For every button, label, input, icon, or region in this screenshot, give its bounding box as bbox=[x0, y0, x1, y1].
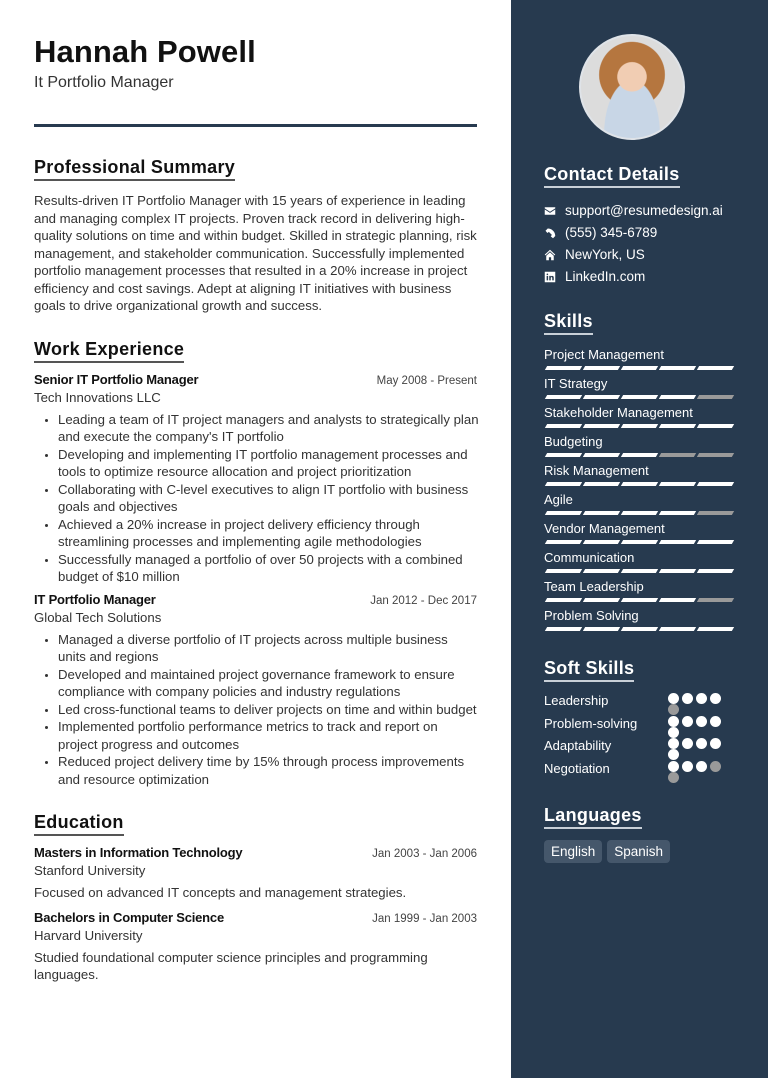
skill-level-segment bbox=[545, 453, 582, 457]
skill-level-segment bbox=[659, 511, 696, 515]
skill-level-bar bbox=[546, 540, 735, 544]
skill-level-segment bbox=[583, 627, 620, 631]
bullet-item: • Collaborating with C-level executives to align IT portfolio with business goals and objectives bbox=[58, 481, 479, 516]
skill-level-segment bbox=[659, 540, 696, 544]
skill-level-segment bbox=[659, 366, 696, 370]
contact-text: (555) 345-6789 bbox=[565, 225, 658, 240]
soft-skill-rating bbox=[668, 761, 722, 772]
skill-level-segment bbox=[583, 569, 620, 573]
skill-level-segment bbox=[697, 540, 734, 544]
skill-level-segment bbox=[697, 424, 734, 428]
skill-item bbox=[544, 370, 735, 399]
skill-level-segment bbox=[583, 424, 620, 428]
soft-skill-rating bbox=[668, 738, 722, 749]
skill-level-segment bbox=[583, 366, 620, 370]
skill-level-bar bbox=[546, 627, 735, 631]
skill-level-segment bbox=[621, 366, 658, 370]
rating-dot-icon bbox=[668, 761, 679, 772]
work-section bbox=[34, 338, 477, 789]
skill-level-bar bbox=[546, 453, 735, 457]
skill-level-segment bbox=[697, 569, 734, 573]
rating-dot-icon bbox=[696, 761, 707, 772]
header-divider bbox=[34, 124, 477, 127]
language-tag: Spanish bbox=[607, 840, 670, 863]
education-date: Jan 1999 - Jan 2003 bbox=[372, 912, 477, 925]
rating-dot-icon bbox=[668, 693, 679, 704]
contact-section bbox=[544, 163, 735, 288]
rating-dot-icon bbox=[710, 738, 721, 749]
skill-level-segment bbox=[545, 540, 582, 544]
soft-skill-name: Adaptability bbox=[544, 738, 612, 753]
education-date: Jan 2003 - Jan 2006 bbox=[372, 848, 477, 860]
skill-name: Team Leadership bbox=[544, 579, 644, 594]
skill-level-segment bbox=[545, 627, 582, 631]
phone-icon bbox=[544, 227, 565, 239]
skill-item bbox=[544, 341, 735, 370]
skill-level-bar bbox=[546, 511, 735, 515]
soft-skill-name: Negotiation bbox=[544, 760, 610, 776]
soft-skill-item bbox=[544, 716, 735, 739]
skill-level-segment bbox=[659, 395, 696, 399]
section-title-soft-skills: Soft Skills bbox=[544, 657, 634, 682]
skill-name: Agile bbox=[544, 492, 573, 507]
contact-location bbox=[544, 244, 735, 266]
soft-skill-rating bbox=[668, 716, 722, 727]
education-description: Studied foundational computer science principles and programming languages. bbox=[34, 949, 428, 982]
bullet-item: • Successfully managed a portfolio of over 50 projects with a combined budget of $10 million bbox=[58, 551, 479, 586]
language-tag: English bbox=[544, 840, 602, 863]
rating-dot-icon bbox=[668, 704, 679, 715]
job-date: Jan 2012 - Dec 2017 bbox=[370, 594, 477, 607]
rating-dot-icon bbox=[696, 738, 707, 749]
rating-dot-icon bbox=[682, 693, 693, 704]
rating-dot-icon bbox=[696, 716, 707, 727]
skill-level-segment bbox=[621, 598, 658, 602]
skill-level-segment bbox=[621, 424, 658, 428]
linkedin-icon bbox=[544, 271, 565, 283]
summary-section bbox=[34, 156, 477, 315]
skill-level-bar bbox=[546, 482, 735, 486]
skill-level-segment bbox=[545, 569, 582, 573]
section-title-summary: Professional Summary bbox=[34, 156, 235, 181]
education-entry bbox=[34, 910, 477, 984]
skill-level-segment bbox=[545, 424, 582, 428]
skill-item bbox=[544, 544, 735, 573]
job-title: Senior IT Portfolio Manager bbox=[34, 371, 199, 387]
soft-skill-name: Problem-solving bbox=[544, 715, 638, 731]
skill-level-bar bbox=[546, 366, 735, 370]
bullet-item: • Leading a team of IT project managers and analysts to strategically plan and execute the company's IT portfolio bbox=[58, 411, 479, 446]
section-title-education: Education bbox=[34, 811, 124, 836]
skill-item bbox=[544, 486, 735, 515]
contact-email[interactable] bbox=[544, 200, 735, 222]
skill-level-segment bbox=[697, 366, 734, 370]
rating-dot-icon bbox=[668, 772, 679, 783]
education-entry bbox=[34, 845, 477, 902]
skill-name: Vendor Management bbox=[544, 521, 665, 536]
skills-section bbox=[544, 310, 735, 631]
skill-level-segment bbox=[697, 511, 734, 515]
skill-level-segment bbox=[545, 395, 582, 399]
skill-name: Project Management bbox=[544, 347, 664, 362]
job-company: Tech Innovations LLC bbox=[34, 389, 161, 405]
job-company: Global Tech Solutions bbox=[34, 609, 162, 625]
skill-level-segment bbox=[621, 395, 658, 399]
skill-name: Risk Management bbox=[544, 463, 649, 478]
skill-name: Communication bbox=[544, 550, 635, 565]
section-title-skills: Skills bbox=[544, 310, 593, 335]
skill-list bbox=[544, 341, 735, 631]
skill-level-segment bbox=[659, 627, 696, 631]
skill-level-bar bbox=[546, 424, 735, 428]
contact-phone[interactable] bbox=[544, 222, 735, 244]
candidate-name: Hannah Powell bbox=[34, 34, 256, 69]
skill-level-segment bbox=[545, 482, 582, 486]
skill-level-segment bbox=[583, 453, 620, 457]
home-icon bbox=[544, 249, 565, 261]
skill-level-segment bbox=[659, 598, 696, 602]
skill-level-segment bbox=[583, 511, 620, 515]
soft-skills-section bbox=[544, 657, 735, 783]
rating-dot-icon bbox=[696, 693, 707, 704]
skill-level-bar bbox=[546, 598, 735, 602]
contact-linkedin[interactable] bbox=[544, 266, 735, 288]
job-entry bbox=[34, 372, 477, 586]
languages-section bbox=[544, 804, 735, 863]
school-name: Harvard University bbox=[34, 927, 143, 943]
skill-level-bar bbox=[546, 395, 735, 399]
rating-dot-icon bbox=[710, 761, 721, 772]
contact-text: LinkedIn.com bbox=[565, 269, 646, 284]
skill-level-segment bbox=[697, 453, 734, 457]
soft-skill-rating bbox=[668, 693, 722, 704]
skill-level-segment bbox=[697, 627, 734, 631]
soft-skill-item bbox=[544, 693, 735, 716]
job-entry bbox=[34, 592, 477, 789]
skill-level-segment bbox=[621, 453, 658, 457]
skill-item bbox=[544, 457, 735, 486]
skill-level-segment bbox=[621, 540, 658, 544]
skill-name: Problem Solving bbox=[544, 608, 639, 623]
skill-level-segment bbox=[545, 511, 582, 515]
school-name: Stanford University bbox=[34, 863, 146, 878]
contact-text: support@resumedesign.ai bbox=[565, 203, 723, 218]
skill-level-segment bbox=[659, 453, 696, 457]
job-title: IT Portfolio Manager bbox=[34, 591, 156, 607]
rating-dot-icon bbox=[668, 749, 679, 760]
skill-level-segment bbox=[697, 482, 734, 486]
bullet-item: • Led cross-functional teams to deliver projects on time and within budget bbox=[58, 701, 479, 719]
education-description: Focused on advanced IT concepts and management strategies. bbox=[34, 885, 407, 900]
job-date: May 2008 - Present bbox=[376, 374, 477, 387]
degree-title: Masters in Information Technology bbox=[34, 845, 243, 860]
candidate-role: It Portfolio Manager bbox=[34, 74, 174, 91]
skill-level-bar bbox=[546, 569, 735, 573]
bullet-item: • Implemented portfolio performance metrics to track and report on project progress and outcomes bbox=[58, 718, 479, 753]
soft-skill-list bbox=[544, 693, 735, 783]
skill-level-segment bbox=[621, 569, 658, 573]
job-bullets bbox=[34, 631, 479, 789]
skill-level-segment bbox=[583, 395, 620, 399]
skill-level-segment bbox=[659, 424, 696, 428]
skill-level-segment bbox=[583, 482, 620, 486]
skill-level-segment bbox=[659, 569, 696, 573]
soft-skill-item bbox=[544, 738, 735, 761]
skill-name: IT Strategy bbox=[544, 376, 608, 391]
skill-level-segment bbox=[621, 482, 658, 486]
bullet-item: • Reduced project delivery time by 15% through process improvements and resource optimization bbox=[58, 753, 479, 788]
bullet-item: • Developing and implementing IT portfolio management processes and tools to optimize resource allocation and project prioritization bbox=[58, 446, 479, 481]
skill-name: Budgeting bbox=[544, 434, 603, 449]
education-section bbox=[34, 811, 477, 984]
rating-dot-icon bbox=[710, 716, 721, 727]
sidebar bbox=[511, 0, 768, 1078]
soft-skill-name: Leadership bbox=[544, 693, 609, 708]
skill-name: Stakeholder Management bbox=[544, 405, 693, 420]
skill-level-segment bbox=[697, 598, 734, 602]
summary-text: Results-driven IT Portfolio Manager with 15 years of experience in leading and managing complex IT projects. Proven track record in delivering high-quality solutions on time and within budget. Skilled in strategic planning, risk management, and stakeholder communication. Successfully implemented portfolio management processes that resulted in a 20% increase in project efficiency and cost savings. Adept at aligning IT initiatives with business goals to drive organizational growth and success. bbox=[34, 193, 477, 313]
skill-level-segment bbox=[621, 627, 658, 631]
bullet-item: • Achieved a 20% increase in project delivery efficiency through streamlining processes and implementing agile methodologies bbox=[58, 516, 479, 551]
rating-dot-icon bbox=[682, 761, 693, 772]
skill-level-segment bbox=[621, 511, 658, 515]
bullet-item: • Developed and maintained project governance framework to ensure compliance with company policies and industry regulations bbox=[58, 666, 479, 701]
skill-level-segment bbox=[583, 598, 620, 602]
section-title-work: Work Experience bbox=[34, 338, 184, 363]
rating-dot-icon bbox=[682, 716, 693, 727]
contact-text: NewYork, US bbox=[565, 247, 645, 262]
section-title-languages: Languages bbox=[544, 804, 642, 829]
skill-level-segment bbox=[545, 366, 582, 370]
skill-level-segment bbox=[659, 482, 696, 486]
skill-item bbox=[544, 428, 735, 457]
skill-level-segment bbox=[697, 395, 734, 399]
rating-dot-icon bbox=[710, 693, 721, 704]
language-list bbox=[544, 840, 735, 863]
skill-item bbox=[544, 573, 735, 602]
rating-dot-icon bbox=[682, 738, 693, 749]
rating-dot-icon bbox=[668, 716, 679, 727]
skill-level-segment bbox=[545, 598, 582, 602]
skill-level-segment bbox=[583, 540, 620, 544]
skill-item bbox=[544, 399, 735, 428]
bullet-item: • Managed a diverse portfolio of IT projects across multiple business units and regions bbox=[58, 631, 479, 666]
envelope-icon bbox=[544, 205, 565, 217]
job-bullets bbox=[34, 411, 479, 586]
rating-dot-icon bbox=[668, 727, 679, 738]
skill-item bbox=[544, 602, 735, 631]
section-title-contact: Contact Details bbox=[544, 163, 680, 188]
soft-skill-item bbox=[544, 761, 735, 784]
degree-title: Bachelors in Computer Science bbox=[34, 909, 224, 925]
profile-photo bbox=[579, 34, 685, 140]
skill-item bbox=[544, 515, 735, 544]
rating-dot-icon bbox=[668, 738, 679, 749]
